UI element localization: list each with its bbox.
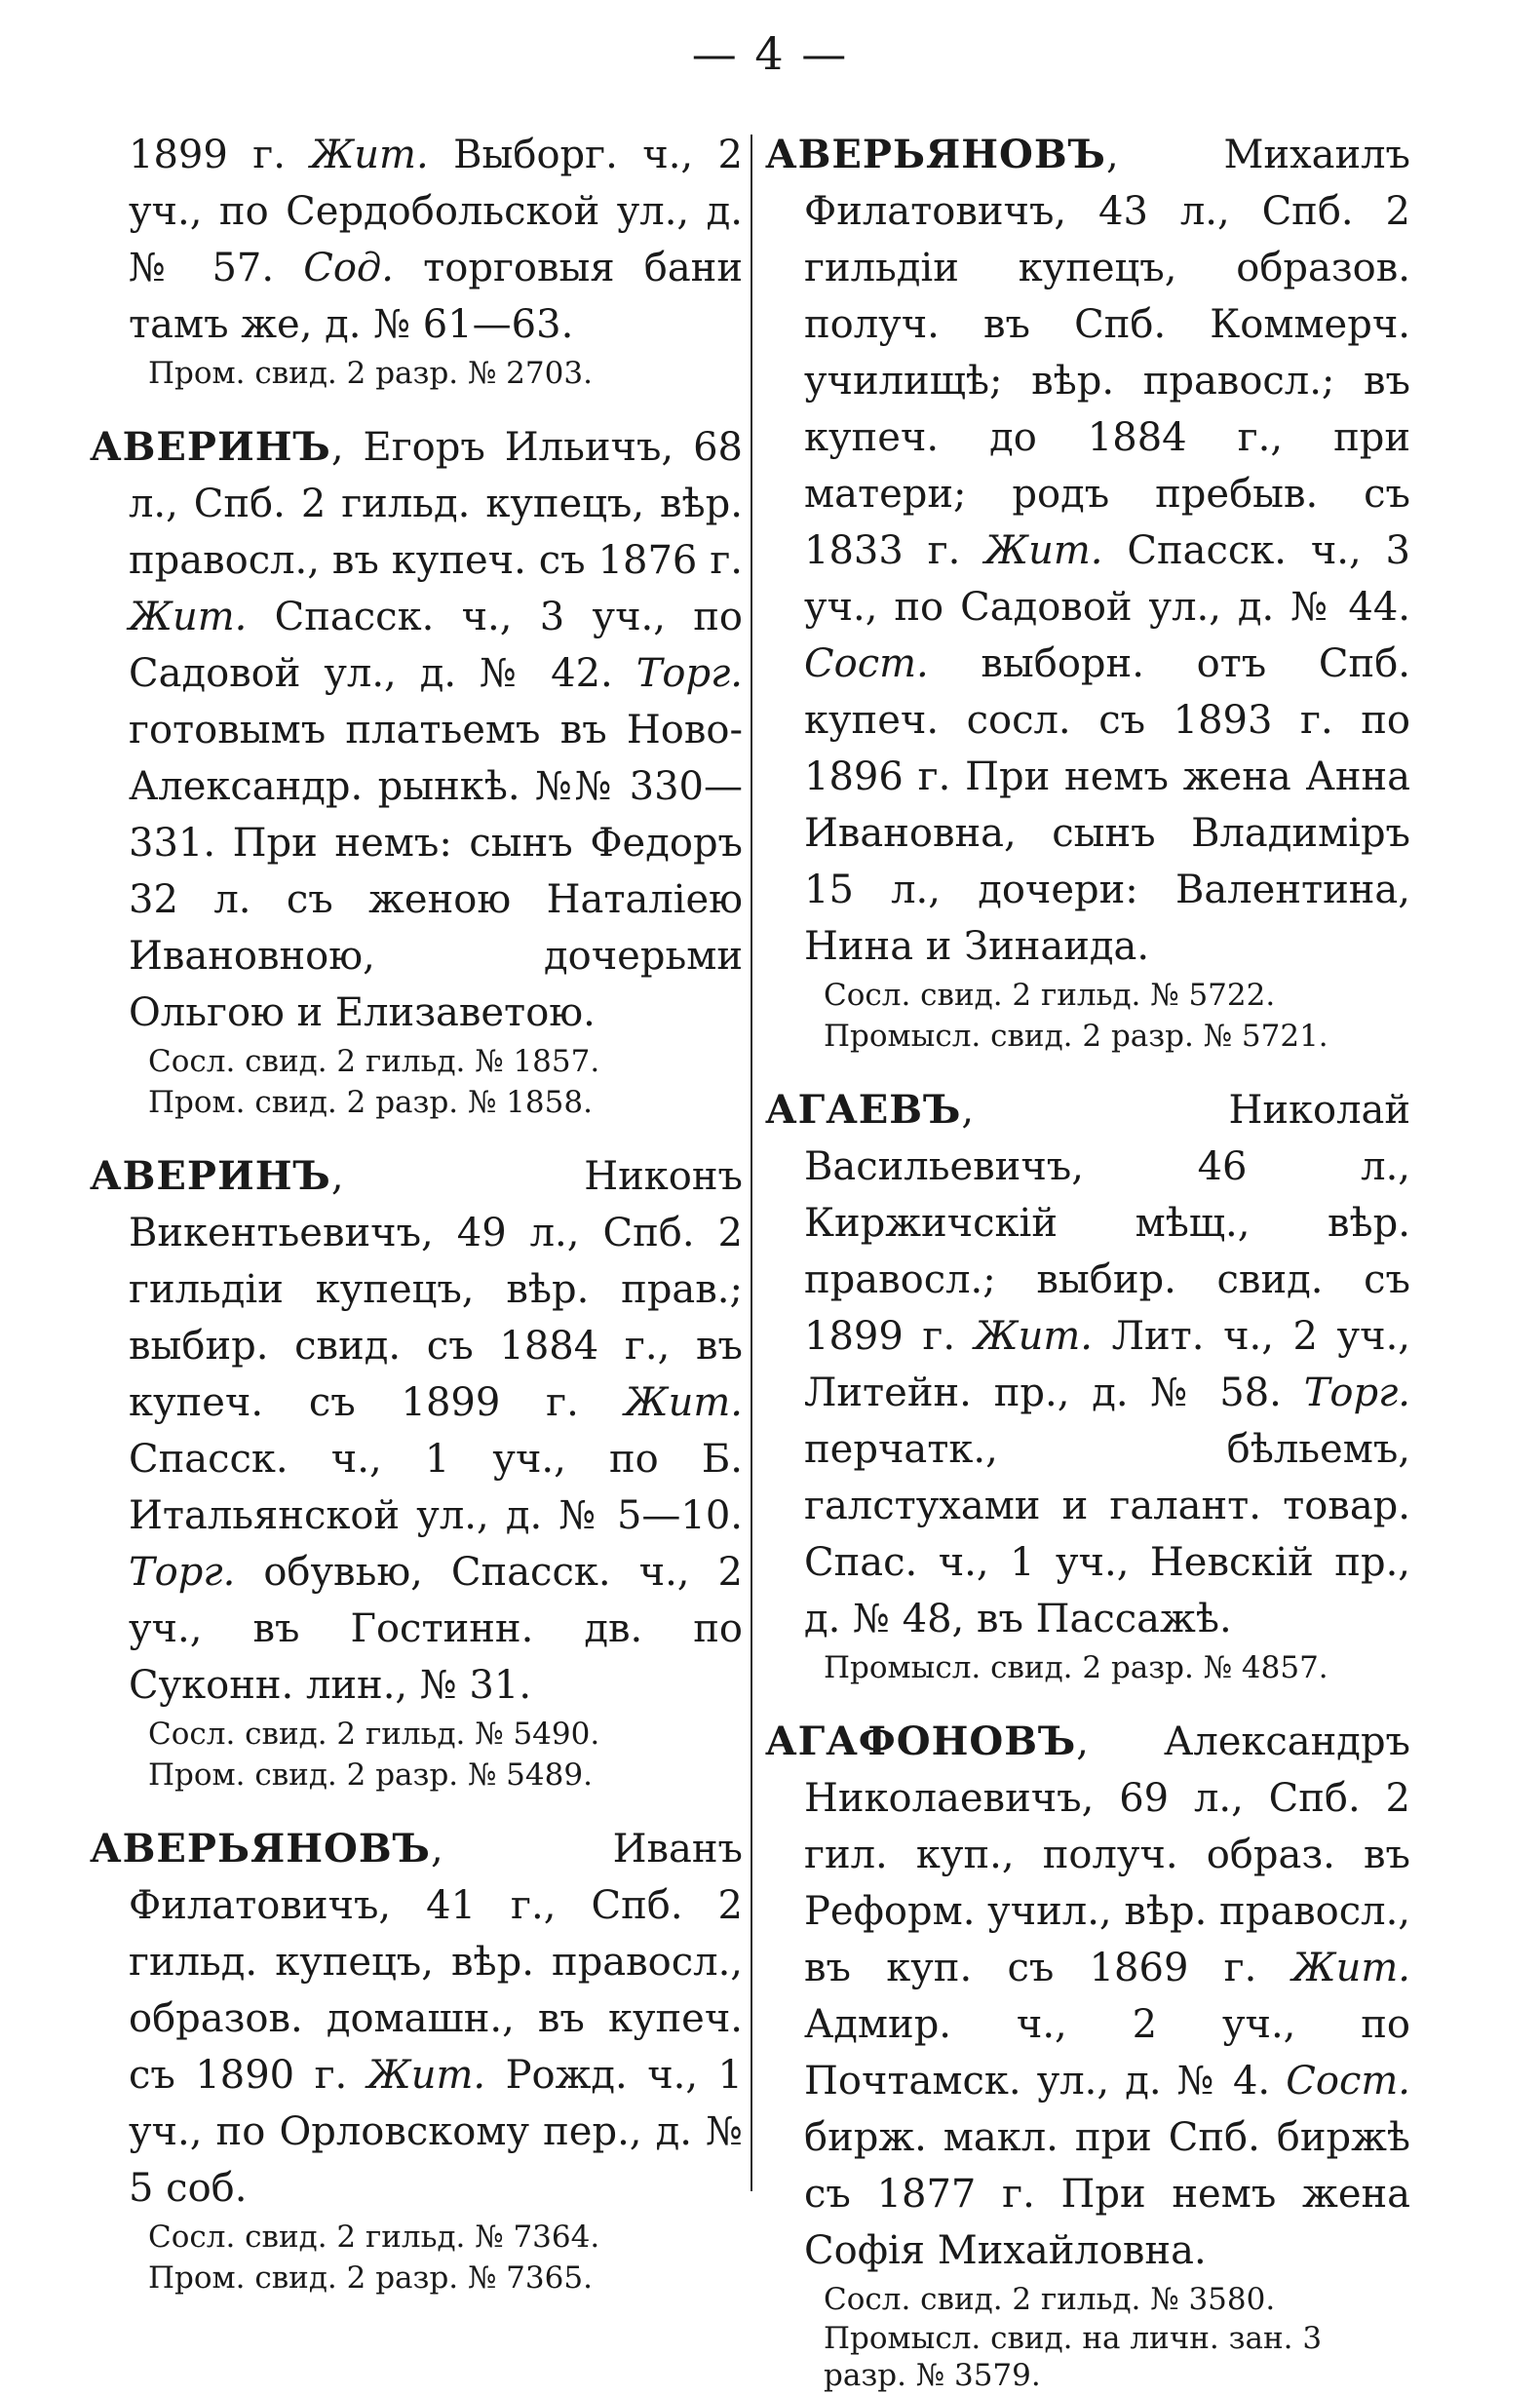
surname: АВЕРЬЯНОВЪ (765, 132, 1106, 177)
entry-text: АВЕРЬЯНОВЪ, Михаилъ Филатовичъ, 43 л., Спб. 2 гильдіи купецъ, образов. получ. въ Спб. Коммерч. училищѣ; вѣр. правосл.; въ купеч. до 1884 г., при матери; родъ пребыв. съ 1833 г. Жит. Спасск. ч., 3 уч., по Садовой ул., д. № 44. Сост. выборн. отъ Спб. купеч. сосл. съ 1893 г. по 1896 г. При немъ жена Анна Ивановна, сынъ Владиміръ 15 л., дочери: Валентина, Нина и Зинаида. (765, 132, 1410, 969)
certificate-line: Сосл. свид. 2 гильд. № 5722. (824, 978, 1276, 1013)
entry-averyanov-ivan (90, 1821, 743, 2298)
certificate-line: Сосл. свид. 2 гильд. № 7364. (148, 2220, 600, 2255)
entry-text: АГАФОНОВЪ, Александръ Николаевичъ, 69 л., Спб. 2 гил. куп., получ. образ. въ Реформ. учил., вѣр. правосл., въ куп. съ 1869 г. Жит. Адмир. ч., 2 уч., по Почтамск. ул., д. № 4. Сост. бирж. макл. при Спб. биржѣ съ 1877 г. При немъ жена Софія Михайловна. (765, 1718, 1410, 2273)
entry-text: АВЕРИНЪ, Никонъ Викентьевичъ, 49 л., Спб. 2 гильдіи купецъ, вѣр. прав.; выбир. свид. съ 1884 г., въ купеч. съ 1899 г. Жит. Спасск. ч., 1 уч., по Б. Итальянской ул., д. № 5—10. Торг. обувью, Спасск. ч., 2 уч., въ Гостинн. дв. по Суконн. лин., № 31. (90, 1153, 743, 1708)
left-column (90, 127, 743, 2298)
surname: АВЕРИНЪ (90, 424, 331, 470)
entry-text: АГАЕВЪ, Николай Васильевичъ, 46 л., Киржичскій мѣщ., вѣр. правосл.; выбир. свид. съ 1899 г. Жит. Лит. ч., 2 уч., Литейн. пр., д. № 58. Торг. перчатк., бѣльемъ, галстухами и галант. товар. Спас. ч., 1 уч., Невскій пр., д. № 48, въ Пассажѣ. (765, 1087, 1410, 1641)
surname: АГАФОНОВЪ (765, 1718, 1077, 1764)
entry-averin-nikon (90, 1148, 743, 1796)
certificate-line: Промысл. свид. 2 разр. № 5721. (824, 1019, 1328, 1054)
entry-continued (90, 127, 743, 394)
certificate-line: Промысл. свид. на личн. зан. 3 разр. № 3579. (824, 2321, 1323, 2393)
entry-text: 1899 г. Жит. Выборг. ч., 2 уч., по Сердобольской ул., д. № 57. Сод. торговыя бани тамъ же, д. № 61—63. (129, 133, 743, 347)
entry-text: АВЕРЬЯНОВЪ, Иванъ Филатовичъ, 41 г., Спб. 2 гильд. купецъ, вѣр. правосл., образов. домашн., въ купеч. съ 1890 г. Жит. Рожд. ч., 1 уч., по Орловскому пер., д. № 5 соб. (90, 1826, 743, 2211)
certificate-line: Пром. свид. 2 разр. № 5489. (148, 1757, 593, 1793)
entry-agaev (765, 1082, 1410, 1688)
entry-averin-egor (90, 419, 743, 1123)
certificate-line: Сосл. свид. 2 гильд. № 1857. (148, 1044, 600, 1079)
surname: АВЕРИНЪ (90, 1153, 331, 1199)
surname: АГАЕВЪ (765, 1087, 962, 1133)
certificate-line: Пром. свид. 2 разр. № 2703. (148, 356, 593, 391)
certificate-line: Пром. свид. 2 разр. № 1858. (148, 1085, 593, 1120)
certificate-line: Сосл. свид. 2 гильд. № 3580. (824, 2282, 1276, 2317)
column-divider (751, 135, 752, 2191)
certificate-line: Пром. свид. 2 разр. № 7365. (148, 2260, 593, 2296)
entry-text: АВЕРИНЪ, Егоръ Ильичъ, 68 л., Спб. 2 гильд. купецъ, вѣр. правосл., въ купеч. съ 1876 г. Жит. Спасск. ч., 3 уч., по Садовой ул., д. № 42. Торг. готовымъ платьемъ въ Ново-Александр. рынкѣ. №№ 330—331. При немъ: сынъ Федоръ 32 л. съ женою Наталіею Ивановною, дочерьми Ольгою и Елизаветою. (90, 424, 743, 1035)
entry-agafonov (765, 1714, 1410, 2394)
page-number: — 4 — (691, 27, 849, 80)
certificate-line: Промысл. свид. 2 разр. № 4857. (824, 1650, 1328, 1685)
entry-averyanov-mikhail (765, 127, 1410, 1057)
right-column (765, 127, 1410, 2394)
certificate-line: Сосл. свид. 2 гильд. № 5490. (148, 1717, 600, 1752)
surname: АВЕРЬЯНОВЪ (90, 1826, 431, 1872)
